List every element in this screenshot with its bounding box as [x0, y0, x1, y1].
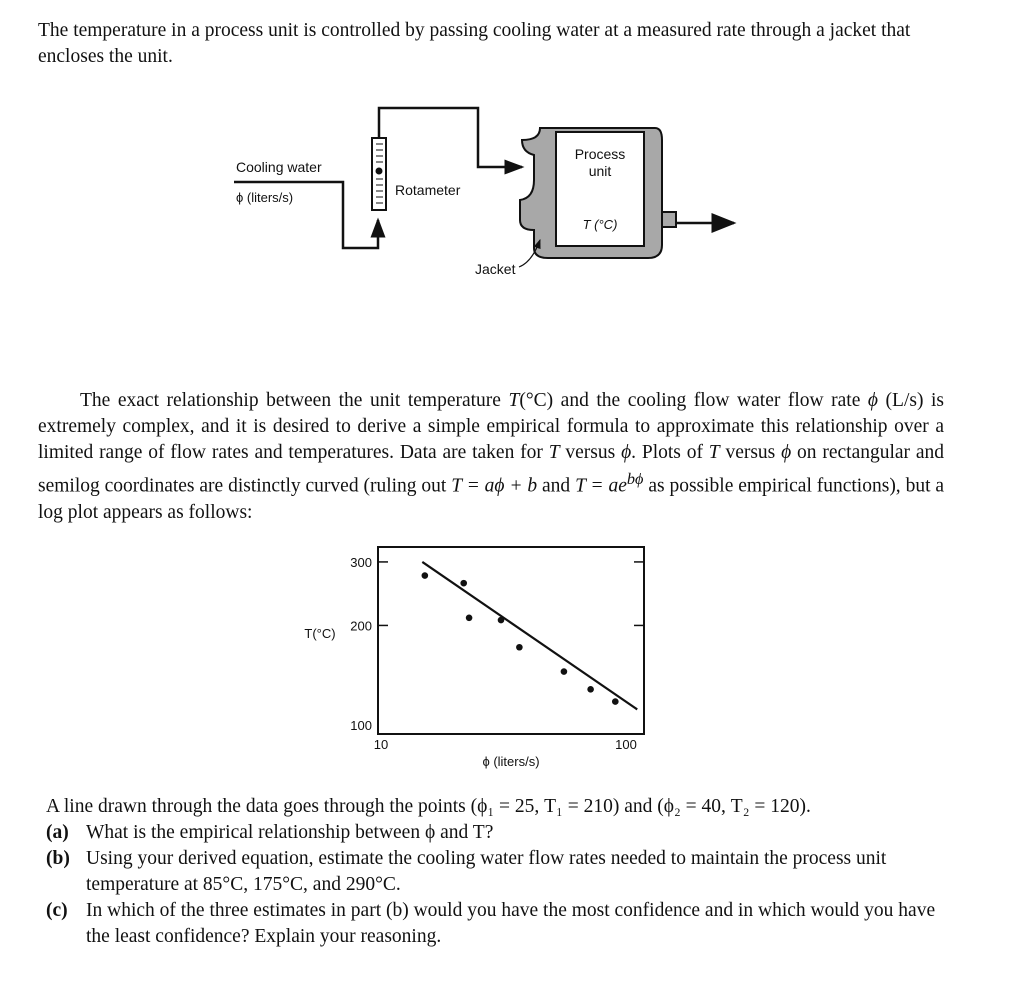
- process-unit-label: Process: [574, 146, 626, 162]
- given-points: A line drawn through the data goes through the points (ϕ₁ = 25, T₁ = 210) and (ϕ₂ = 40, T₂ = 120).: [46, 796, 811, 817]
- process-diagram: [0, 80, 1024, 380]
- data-point-8: [612, 698, 619, 705]
- x-axis-label: ϕ (liters/s): [482, 754, 540, 769]
- y-tick-label-100: 100: [350, 718, 372, 733]
- question-b: (b) Using your derived equation, estimate the cooling water flow rates needed to maintain the process unit temperature at 85°C, 175°C, and 290°C.: [46, 848, 887, 895]
- cooling-water-label: Cooling water: [236, 159, 322, 175]
- y-tick-label-300: 300: [350, 554, 372, 570]
- log-plot: [0, 535, 1024, 775]
- plot-frame: [378, 547, 644, 734]
- data-point-4: [498, 617, 505, 624]
- flow-rate-label: ϕ (liters/s): [236, 190, 294, 205]
- y-axis-label: T(°C): [304, 626, 336, 641]
- data-point-2: [460, 580, 467, 587]
- rotameter-float: [376, 168, 383, 175]
- data-point-3: [466, 614, 473, 621]
- data-point-6: [561, 668, 568, 675]
- questions: [46, 794, 946, 950]
- problem-description: The exact relationship between the unit temperature T(°C) and the cooling flow water flow rate ϕ (L/s) is extremely complex, and it is desired to derive a simple empirical formula to approximate this relationship over a limited range of flow rates and temperatures. Data are taken for T versus ϕ. Plots of T versus ϕ on rectangular and semilog coordinates are distinctly curved (ruling out T = aϕ + b and $T = ae^{b\phi}$ as possible empirical functions), but a log plot appears as follows:: [38, 390, 945, 523]
- jacket-label: Jacket: [475, 261, 516, 277]
- temperature-label: T (°C): [582, 217, 618, 232]
- rotameter-label: Rotameter: [395, 182, 461, 198]
- question-c: (c) In which of the three estimates in part (b) would you have the most confidence and in which would you have the least confidence? Explain your reasoning.: [46, 900, 936, 947]
- y-tick-label-200: 200: [350, 618, 372, 634]
- data-point-7: [587, 686, 594, 693]
- x-tick-label-100: 100: [615, 737, 637, 752]
- rotameter-outlet-pipe: [379, 108, 522, 167]
- fit-line: [422, 562, 637, 709]
- data-point-5: [516, 644, 523, 651]
- x-tick-label-10: 10: [373, 737, 389, 752]
- process-unit-label-2: unit: [588, 163, 612, 179]
- data-point-1: [422, 572, 429, 579]
- question-a: (a) What is the empirical relationship between ϕ and T?: [46, 822, 494, 843]
- intro-paragraph: The temperature in a process unit is controlled by passing cooling water at a measured rate through a jacket that encloses the unit.: [38, 20, 911, 67]
